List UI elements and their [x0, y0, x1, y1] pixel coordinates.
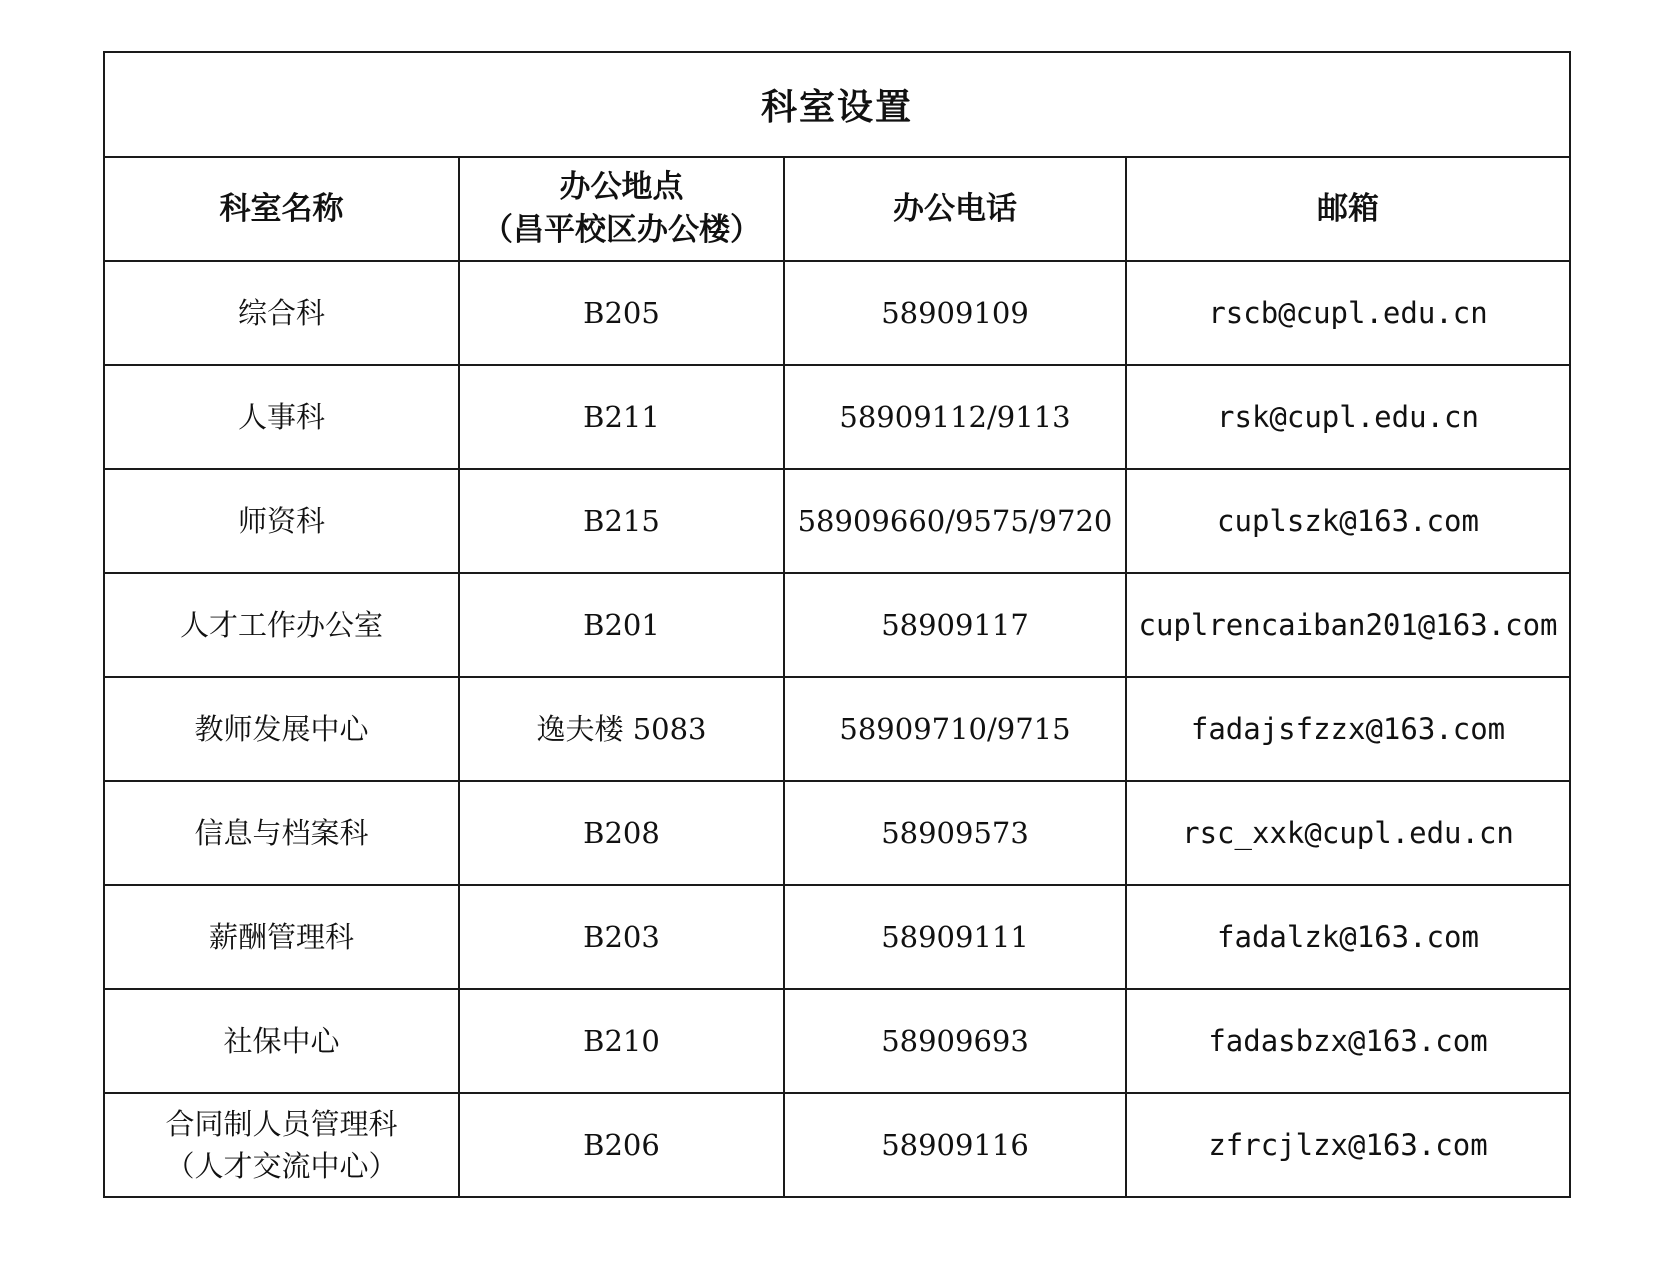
table-row: [104, 1093, 1570, 1197]
cell-department-name: [104, 261, 459, 365]
cell-phone: 58909693: [784, 989, 1126, 1093]
column-header-location-line2: （昌平校区办公楼）: [482, 212, 761, 248]
cell-department-name: [104, 677, 459, 781]
cell-email: fadasbzx@163.com: [1126, 989, 1570, 1093]
cell-phone: 58909111: [784, 885, 1126, 989]
table-row: [104, 365, 1570, 469]
department-name-line1: 人才工作办公室: [179, 608, 383, 642]
cell-department-name: [104, 1093, 459, 1197]
cell-email: rscb@cupl.edu.cn: [1126, 261, 1570, 365]
department-name-line1: 师资科: [237, 504, 325, 538]
column-header-location-line1: 办公地点: [559, 169, 684, 205]
cell-email: cuplrencaiban201@163.com: [1126, 573, 1570, 677]
cell-phone: 58909573: [784, 781, 1126, 885]
cell-location: B201: [459, 573, 784, 677]
cell-email: zfrcjlzx@163.com: [1126, 1093, 1570, 1197]
cell-phone: 58909710/9715: [784, 677, 1126, 781]
department-name-line1: 合同制人员管理科: [165, 1107, 398, 1141]
cell-location: B211: [459, 365, 784, 469]
table-row: [104, 573, 1570, 677]
cell-location: B208: [459, 781, 784, 885]
cell-email: rsk@cupl.edu.cn: [1126, 365, 1570, 469]
cell-phone: 58909660/9575/9720: [784, 469, 1126, 573]
header-row: [104, 157, 1570, 261]
department-name-line1: 信息与档案科: [194, 816, 369, 850]
table-row: [104, 781, 1570, 885]
department-name-line2: （人才交流中心）: [165, 1149, 398, 1183]
cell-department-name: [104, 781, 459, 885]
cell-location: 逸夫楼 5083: [459, 677, 784, 781]
department-name-line1: 薪酬管理科: [208, 920, 354, 954]
table-row: [104, 885, 1570, 989]
table-row: [104, 261, 1570, 365]
department-name-line1: 社保中心: [223, 1024, 340, 1058]
cell-email: fadajsfzzx@163.com: [1126, 677, 1570, 781]
department-name-line1: 综合科: [237, 296, 325, 330]
department-name-line1: 教师发展中心: [194, 712, 369, 746]
cell-location: B215: [459, 469, 784, 573]
cell-phone: 58909116: [784, 1093, 1126, 1197]
cell-email: fadalzk@163.com: [1126, 885, 1570, 989]
table-row: [104, 677, 1570, 781]
cell-phone: 58909112/9113: [784, 365, 1126, 469]
table-row: [104, 989, 1570, 1093]
cell-phone: 58909117: [784, 573, 1126, 677]
cell-location: B203: [459, 885, 784, 989]
cell-department-name: [104, 989, 459, 1093]
column-header-name: 科室名称: [104, 157, 459, 261]
cell-department-name: [104, 885, 459, 989]
cell-phone: 58909109: [784, 261, 1126, 365]
department-table: [103, 51, 1571, 1198]
column-header-email: 邮箱: [1126, 157, 1570, 261]
cell-email: cuplszk@163.com: [1126, 469, 1570, 573]
title-row: [104, 52, 1570, 157]
cell-location: B205: [459, 261, 784, 365]
cell-department-name: [104, 469, 459, 573]
cell-location: B206: [459, 1093, 784, 1197]
column-header-phone: 办公电话: [784, 157, 1126, 261]
cell-location: B210: [459, 989, 784, 1093]
table-body: [104, 261, 1570, 1197]
cell-email: rsc_xxk@cupl.edu.cn: [1126, 781, 1570, 885]
table-title: 科室设置: [104, 52, 1570, 157]
column-header-location: [459, 157, 784, 261]
department-name-line1: 人事科: [237, 400, 325, 434]
cell-department-name: [104, 365, 459, 469]
table-row: [104, 469, 1570, 573]
cell-department-name: [104, 573, 459, 677]
